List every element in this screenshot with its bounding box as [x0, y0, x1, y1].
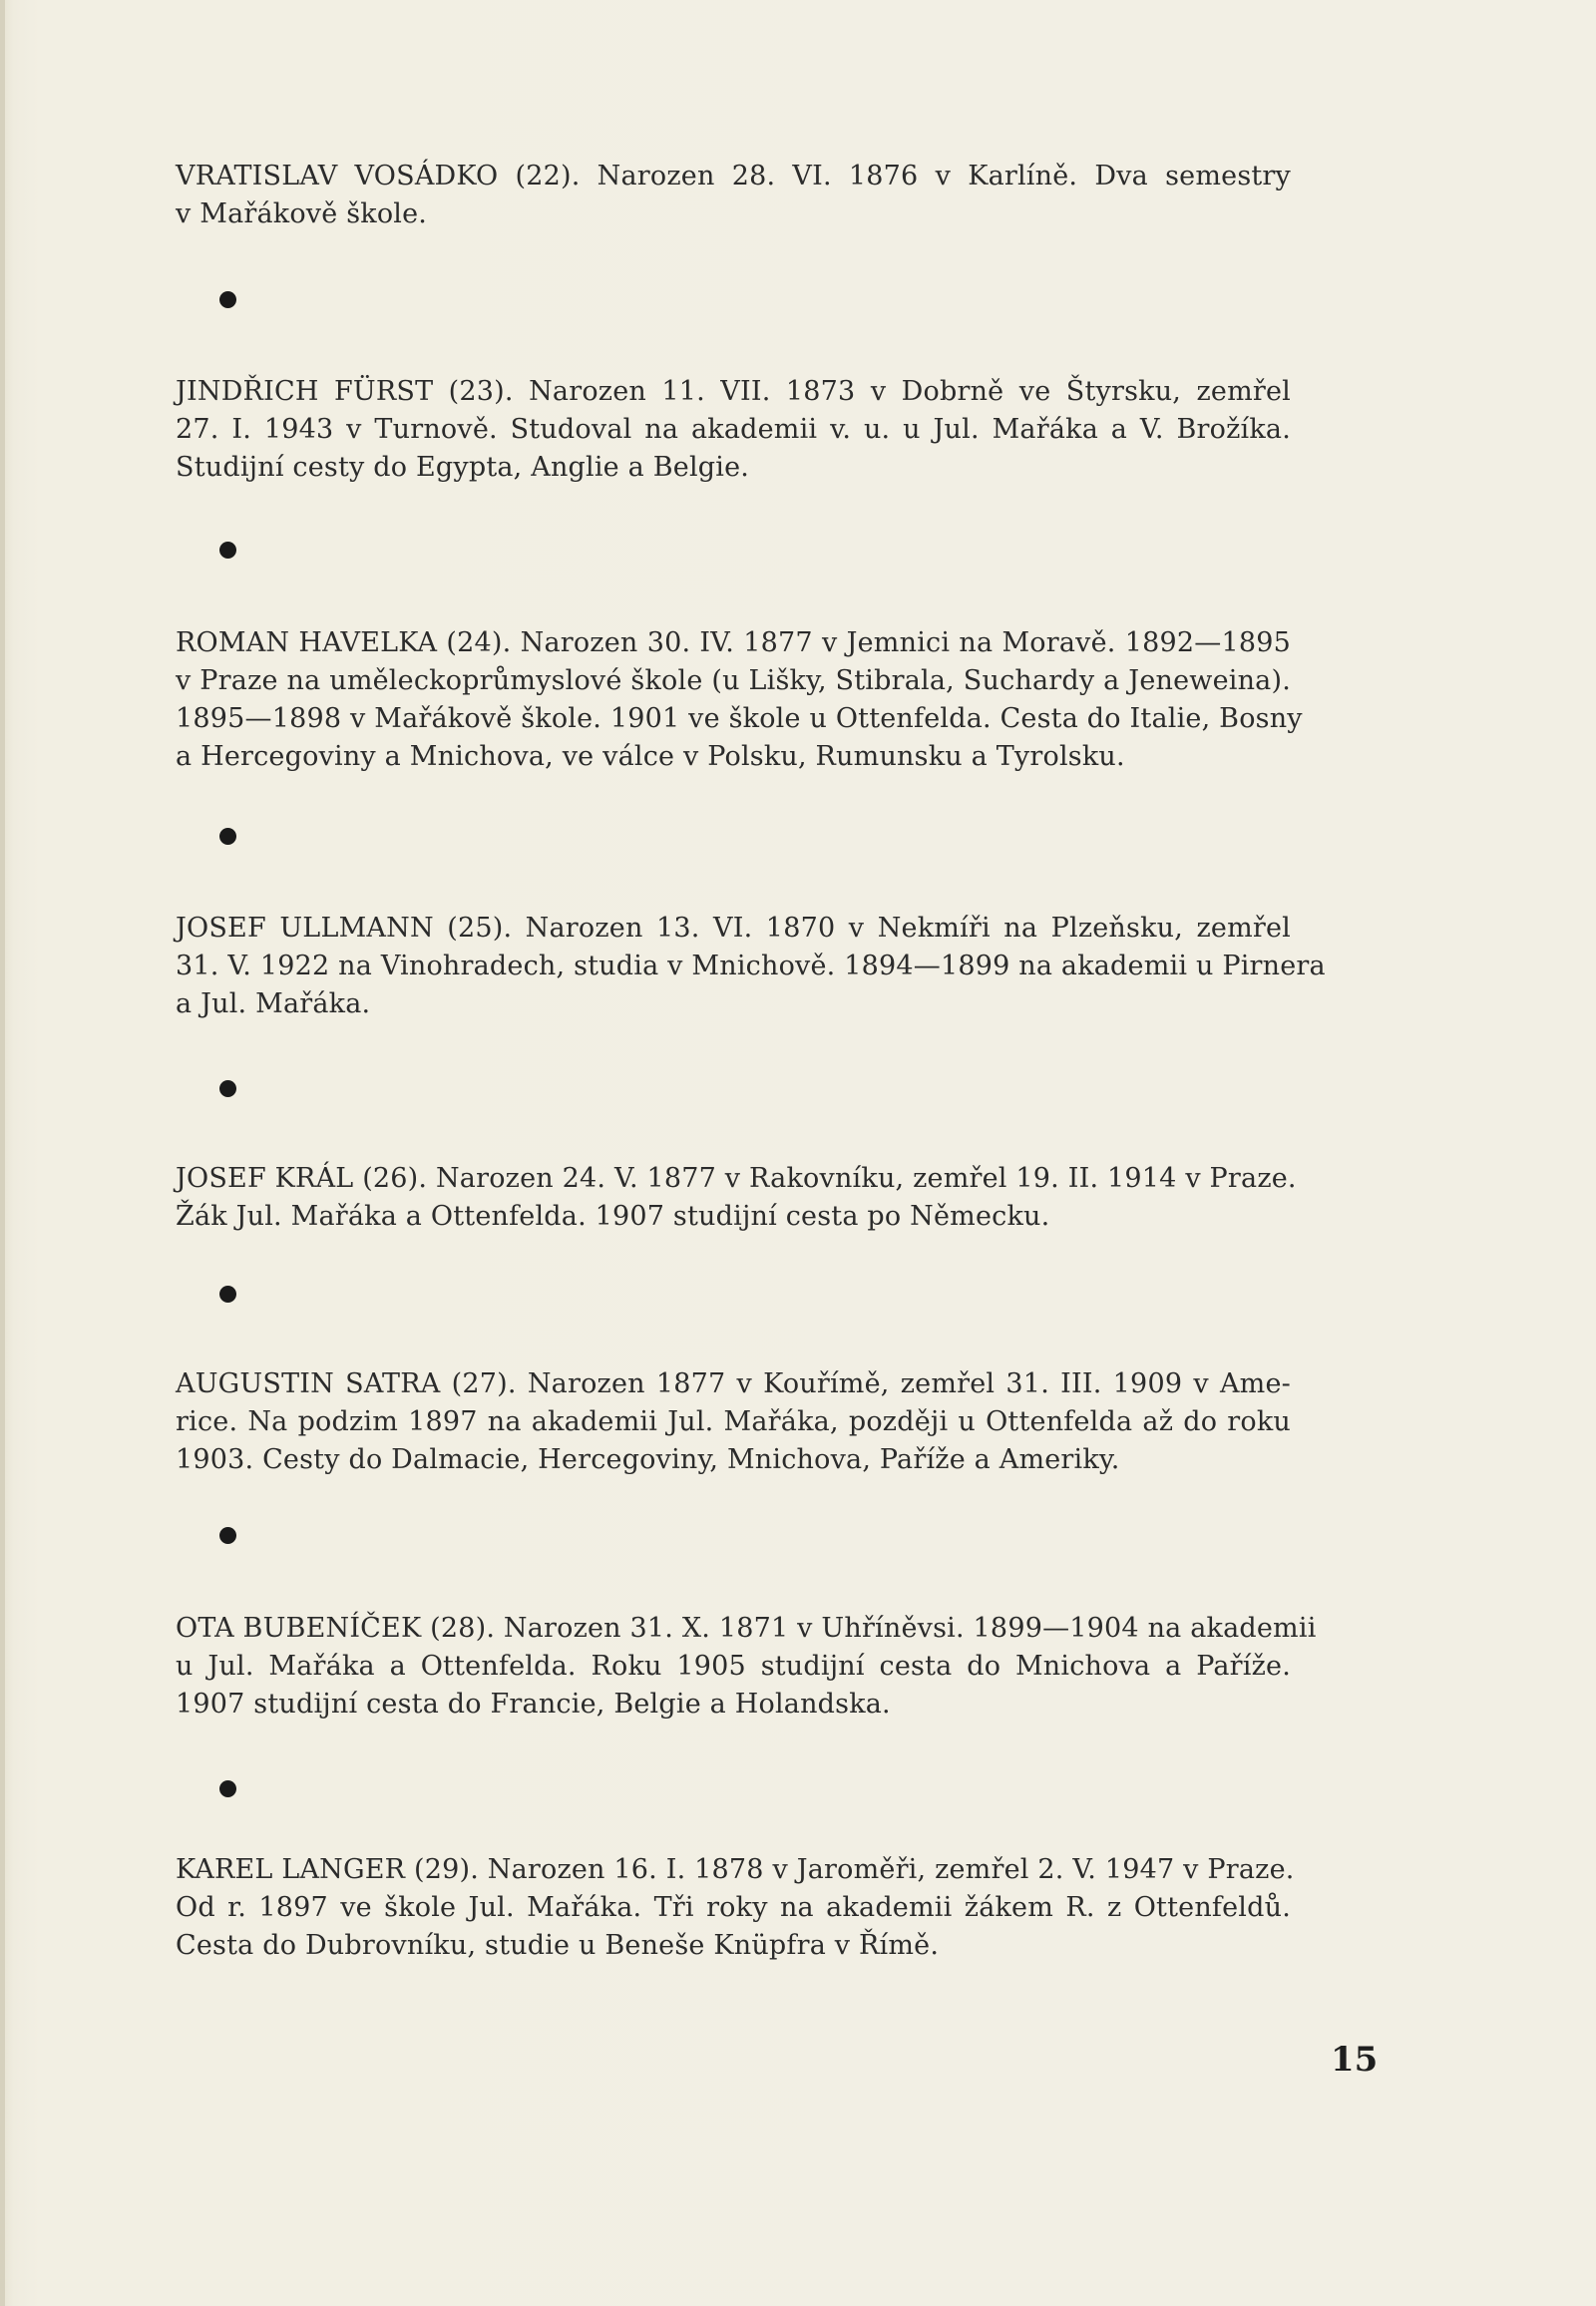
- entry-line: ROMAN HAVELKA (24). Narozen 30. IV. 1877 v Jemnici na Moravě. 1892—1895: [176, 627, 1291, 658]
- entry-line: JOSEF KRÁL (26). Narozen 24. V. 1877 v Rakovníku, zemřel 19. II. 1914 v Praze.: [176, 1163, 1297, 1194]
- entry-satra: [176, 1365, 1291, 1479]
- separator-bullet: [219, 291, 236, 308]
- entry-line: AUGUSTIN SATRA (27). Narozen 1877 v Kouřímě, zemřel 31. III. 1909 v Ame-: [176, 1368, 1291, 1399]
- separator-bullet: [219, 1527, 236, 1544]
- entry-line: Od r. 1897 ve škole Jul. Mařáka. Tři roky na akademii žákem R. z Ottenfeldů.: [176, 1892, 1291, 1923]
- entry-line: OTA BUBENÍČEK (28). Narozen 31. X. 1871 v Uhříněvsi. 1899—1904 na akademii: [176, 1613, 1317, 1644]
- entry-bubenicek: [176, 1610, 1317, 1724]
- entry-line: v Mařákově škole.: [176, 198, 428, 229]
- entry-line: a Hercegoviny a Mnichova, ve válce v Polsku, Rumunsku a Tyrolsku.: [176, 741, 1125, 772]
- entry-ullmann: [176, 910, 1326, 1023]
- entry-vosadko: [176, 158, 1291, 233]
- entry-line: VRATISLAV VOSÁDKO (22). Narozen 28. VI. 1876 v Karlíně. Dva semestry: [176, 161, 1291, 192]
- entry-line: 27. I. 1943 v Turnově. Studoval na akademii v. u. u Jul. Mařáka a V. Brožíka.: [176, 414, 1291, 445]
- entry-langer: [176, 1851, 1295, 1965]
- separator-bullet: [219, 1286, 236, 1303]
- separator-bullet: [219, 1080, 236, 1097]
- entry-line: u Jul. Mařáka a Ottenfelda. Roku 1905 studijní cesta do Mnichova a Paříže.: [176, 1651, 1291, 1682]
- entry-line: rice. Na podzim 1897 na akademii Jul. Mařáka, později u Ottenfelda až do roku: [176, 1406, 1291, 1437]
- entry-line: Cesta do Dubrovníku, studie u Beneše Knüpfra v Římě.: [176, 1930, 940, 1961]
- entry-kral: [176, 1160, 1297, 1236]
- entry-line: 1907 studijní cesta do Francie, Belgie a Holandska.: [176, 1689, 891, 1720]
- entry-line: 31. V. 1922 na Vinohradech, studia v Mnichově. 1894—1899 na akademii u Pirnera: [176, 951, 1326, 981]
- entry-line: Studijní cesty do Egypta, Anglie a Belgie.: [176, 452, 750, 483]
- entry-furst: [176, 373, 1291, 487]
- page-number: 15: [1331, 2040, 1379, 2080]
- page-edge: [0, 0, 5, 2306]
- entry-line: a Jul. Mařáka.: [176, 988, 371, 1019]
- entry-havelka: [176, 624, 1303, 776]
- entry-line: KAREL LANGER (29). Narozen 16. I. 1878 v Jaroměři, zemřel 2. V. 1947 v Praze.: [176, 1854, 1295, 1885]
- entry-line: 1895—1898 v Mařákově škole. 1901 ve škole u Ottenfelda. Cesta do Italie, Bosny: [176, 703, 1303, 734]
- entry-line: Žák Jul. Mařáka a Ottenfelda. 1907 studijní cesta po Německu.: [176, 1201, 1050, 1232]
- separator-bullet: [219, 828, 236, 845]
- entry-line: JOSEF ULLMANN (25). Narozen 13. VI. 1870 v Nekmíři na Plzeňsku, zemřel: [176, 913, 1291, 944]
- entry-line: 1903. Cesty do Dalmacie, Hercegoviny, Mnichova, Paříže a Ameriky.: [176, 1444, 1120, 1475]
- entry-line: v Praze na uměleckoprůmyslové škole (u Lišky, Stibrala, Suchardy a Jeneweina).: [176, 665, 1291, 696]
- entry-line: JINDŘICH FÜRST (23). Narozen 11. VII. 1873 v Dobrně ve Štyrsku, zemřel: [176, 376, 1291, 407]
- separator-bullet: [219, 1780, 236, 1797]
- separator-bullet: [219, 542, 236, 559]
